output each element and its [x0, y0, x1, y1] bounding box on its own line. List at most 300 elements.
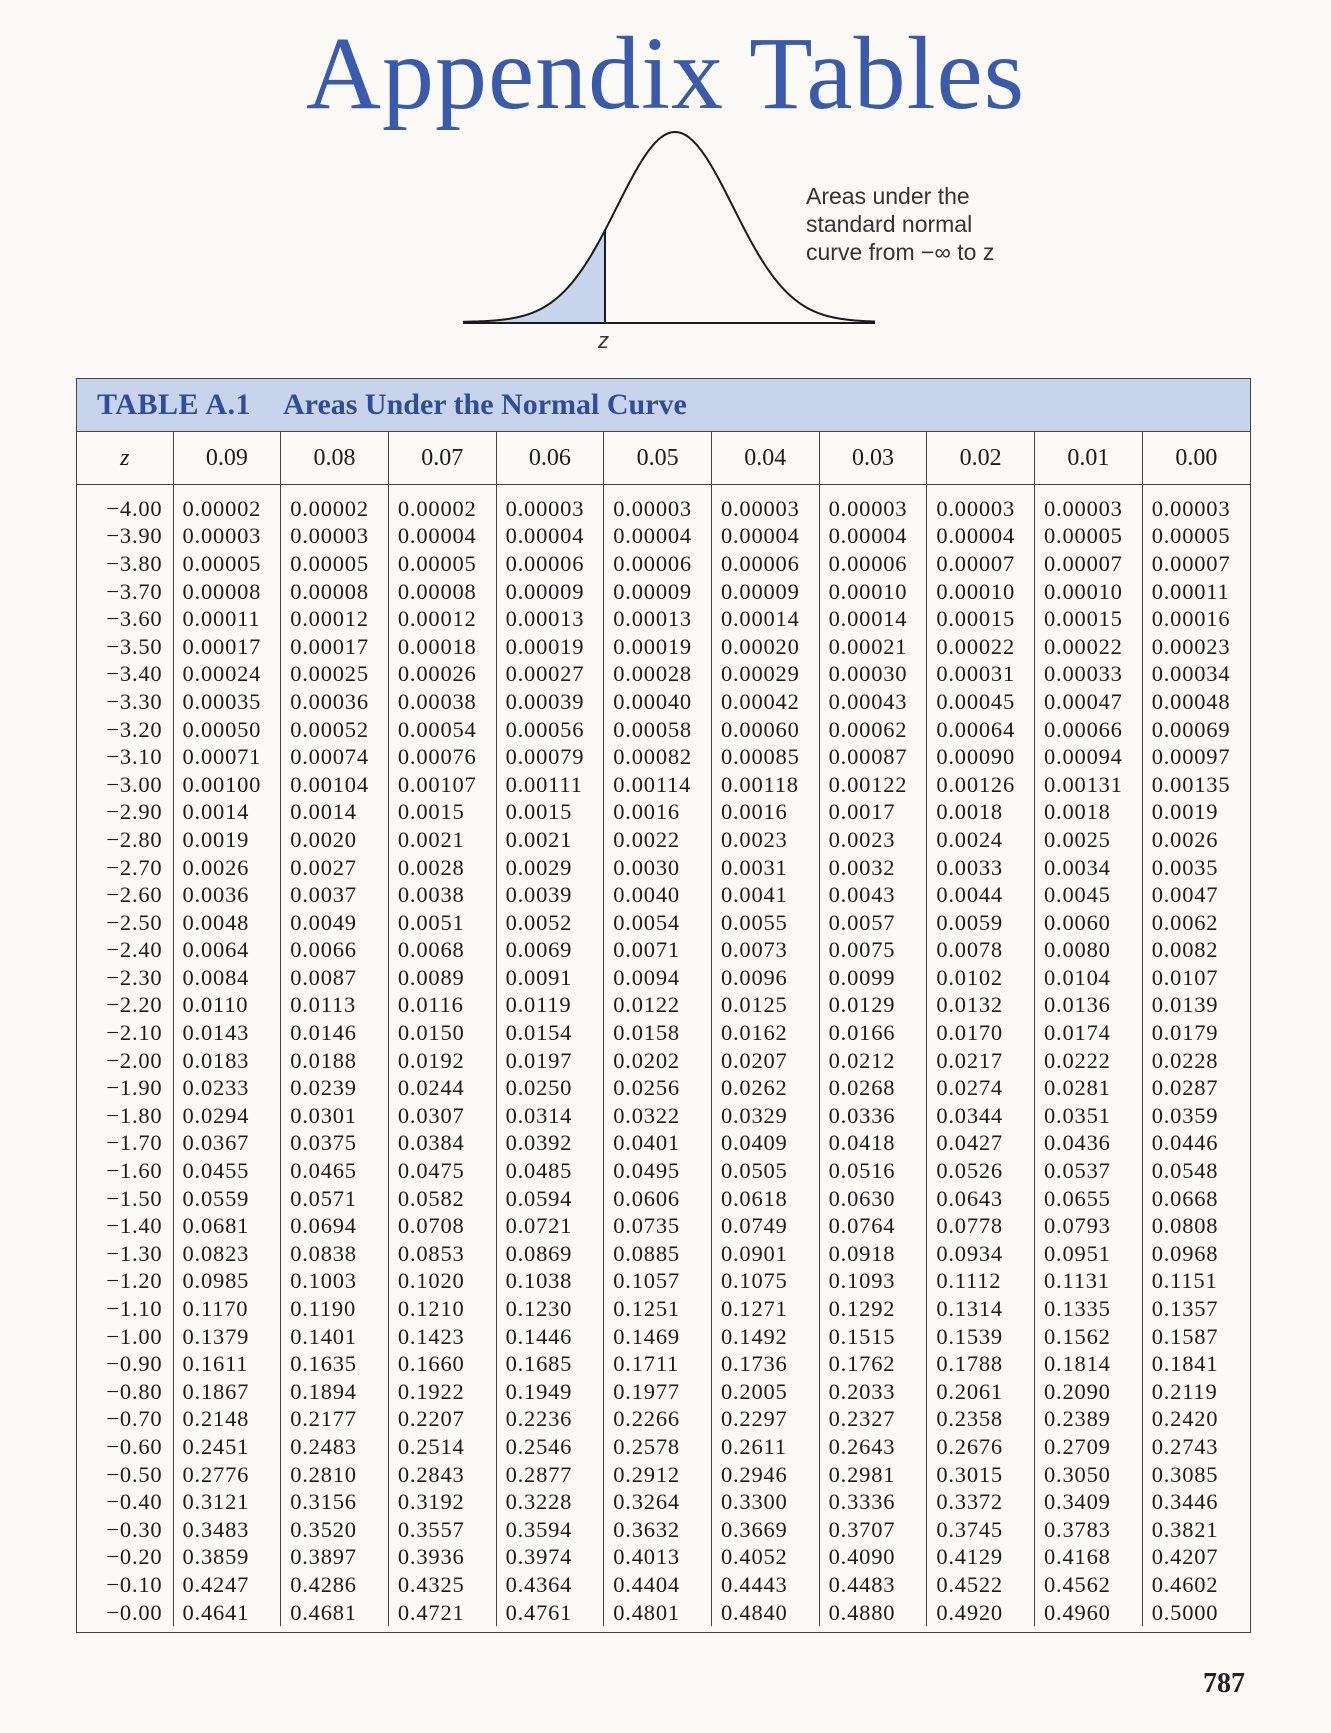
area-value-cell: 0.00027 [496, 661, 604, 689]
normal-table [76, 378, 1251, 1633]
area-value-cell: 0.1492 [711, 1323, 819, 1351]
area-value-cell: 0.0465 [281, 1157, 389, 1185]
area-value-cell: 0.00025 [281, 661, 389, 689]
area-value-cell: 0.0207 [711, 1047, 819, 1075]
area-value-cell: 0.0107 [1142, 964, 1250, 992]
area-value-cell: 0.00007 [1142, 550, 1250, 578]
z-value-cell: −1.10 [106, 1296, 163, 1322]
area-value-cell: 0.00004 [496, 523, 604, 551]
z-value-cell: −1.30 [106, 1240, 163, 1266]
area-value-cell: 0.0571 [281, 1185, 389, 1213]
area-value-cell: 0.2877 [496, 1461, 604, 1489]
area-value-cell: 0.0146 [281, 1019, 389, 1047]
z-value-cell: −3.00 [106, 771, 163, 797]
area-value-cell: 0.00030 [819, 661, 927, 689]
area-value-cell: 0.3520 [281, 1516, 389, 1544]
area-value-cell: 0.00002 [388, 485, 496, 523]
area-value-cell: 0.00010 [927, 578, 1035, 606]
area-value-cell: 0.0222 [1035, 1047, 1143, 1075]
area-value-cell: 0.0256 [604, 1074, 712, 1102]
area-value-cell: 0.0037 [281, 881, 389, 909]
area-value-cell: 0.0040 [604, 881, 712, 909]
column-header: 0.09 [173, 432, 281, 485]
area-value-cell: 0.0281 [1035, 1074, 1143, 1102]
area-value-cell: 0.0294 [173, 1102, 281, 1130]
area-value-cell: 0.00118 [711, 771, 819, 799]
area-value-cell: 0.4681 [281, 1599, 389, 1627]
area-value-cell: 0.0735 [604, 1212, 712, 1240]
area-value-cell: 0.00031 [927, 661, 1035, 689]
area-value-cell: 0.1230 [496, 1295, 604, 1323]
area-value-cell: 0.0154 [496, 1019, 604, 1047]
area-value-cell: 0.0526 [927, 1157, 1035, 1185]
area-value-cell: 0.00043 [819, 688, 927, 716]
area-value-cell: 0.00094 [1035, 743, 1143, 771]
area-value-cell: 0.0244 [388, 1074, 496, 1102]
area-value-cell: 0.00056 [496, 716, 604, 744]
area-value-cell: 0.00003 [1035, 485, 1143, 523]
area-value-cell: 0.4840 [711, 1599, 819, 1627]
table-title: Areas Under the Normal Curve [283, 388, 687, 421]
area-value-cell: 0.3936 [388, 1544, 496, 1572]
area-value-cell: 0.0039 [496, 881, 604, 909]
area-value-cell: 0.0015 [496, 799, 604, 827]
area-value-cell: 0.1314 [927, 1295, 1035, 1323]
area-value-cell: 0.00040 [604, 688, 712, 716]
area-value-cell: 0.0087 [281, 964, 389, 992]
area-value-cell: 0.0170 [927, 1019, 1035, 1047]
area-value-cell: 0.0054 [604, 909, 712, 937]
area-value-cell: 0.00003 [281, 523, 389, 551]
area-value-cell: 0.0505 [711, 1157, 819, 1185]
area-value-cell: 0.3015 [927, 1461, 1035, 1489]
area-value-cell: 0.2389 [1035, 1406, 1143, 1434]
area-value-cell: 0.2546 [496, 1433, 604, 1461]
area-value-cell: 0.00042 [711, 688, 819, 716]
area-value-cell: 0.0089 [388, 964, 496, 992]
area-value-cell: 0.0028 [388, 854, 496, 882]
area-value-cell: 0.0071 [604, 937, 712, 965]
table-row [77, 1461, 1250, 1489]
area-value-cell: 0.3300 [711, 1488, 819, 1516]
column-header-row [77, 432, 1250, 485]
area-value-cell: 0.1075 [711, 1268, 819, 1296]
area-value-cell: 0.0694 [281, 1212, 389, 1240]
z-value-cell: −2.80 [106, 826, 163, 852]
table-row [77, 1074, 1250, 1102]
area-value-cell: 0.2843 [388, 1461, 496, 1489]
area-value-cell: 0.00005 [388, 550, 496, 578]
table-row [77, 633, 1250, 661]
area-value-cell: 0.2327 [819, 1406, 927, 1434]
area-value-cell: 0.00131 [1035, 771, 1143, 799]
area-value-cell: 0.0078 [927, 937, 1035, 965]
area-value-cell: 0.3264 [604, 1488, 712, 1516]
table-label: TABLE A.1 [97, 388, 251, 421]
area-value-cell: 0.1539 [927, 1323, 1035, 1351]
z-value-cell: −0.00 [106, 1599, 163, 1625]
area-value-cell: 0.4404 [604, 1571, 712, 1599]
area-value-cell: 0.0096 [711, 964, 819, 992]
area-value-cell: 0.00026 [388, 661, 496, 689]
area-value-cell: 0.0016 [604, 799, 712, 827]
area-value-cell: 0.00005 [1035, 523, 1143, 551]
area-value-cell: 0.3409 [1035, 1488, 1143, 1516]
area-value-cell: 0.1660 [388, 1350, 496, 1378]
area-value-cell: 0.1057 [604, 1268, 712, 1296]
area-value-cell: 0.00009 [604, 578, 712, 606]
area-value-cell: 0.0344 [927, 1102, 1035, 1130]
area-value-cell: 0.00054 [388, 716, 496, 744]
column-header: 0.03 [819, 432, 927, 485]
area-value-cell: 0.00069 [1142, 716, 1250, 744]
area-value-cell: 0.0047 [1142, 881, 1250, 909]
area-value-cell: 0.1038 [496, 1268, 604, 1296]
area-value-cell: 0.2743 [1142, 1433, 1250, 1461]
area-value-cell: 0.4761 [496, 1599, 604, 1627]
table-row [77, 1295, 1250, 1323]
z-value-cell: −2.10 [106, 1020, 163, 1046]
area-value-cell: 0.2207 [388, 1406, 496, 1434]
area-value-cell: 0.0375 [281, 1130, 389, 1158]
area-value-cell: 0.00008 [173, 578, 281, 606]
table-row [77, 826, 1250, 854]
area-value-cell: 0.00018 [388, 633, 496, 661]
figure-caption [806, 182, 1056, 266]
area-value-cell: 0.4920 [927, 1599, 1035, 1627]
area-value-cell: 0.00004 [819, 523, 927, 551]
area-value-cell: 0.0594 [496, 1185, 604, 1213]
z-value-cell: −3.10 [106, 744, 163, 770]
area-value-cell: 0.1292 [819, 1295, 927, 1323]
column-header: 0.05 [604, 432, 712, 485]
area-value-cell: 0.0020 [281, 826, 389, 854]
area-value-cell: 0.00028 [604, 661, 712, 689]
table-row [77, 1019, 1250, 1047]
area-value-cell: 0.3859 [173, 1544, 281, 1572]
z-value-cell: −0.80 [106, 1378, 163, 1404]
area-value-cell: 0.3121 [173, 1488, 281, 1516]
area-value-cell: 0.1210 [388, 1295, 496, 1323]
area-value-cell: 0.00004 [388, 523, 496, 551]
z-value-cell: −2.90 [106, 799, 163, 825]
z-value-cell: −2.60 [106, 882, 163, 908]
area-value-cell: 0.0793 [1035, 1212, 1143, 1240]
table-row [77, 799, 1250, 827]
area-value-cell: 0.0099 [819, 964, 927, 992]
area-value-cell: 0.4602 [1142, 1571, 1250, 1599]
area-value-cell: 0.00034 [1142, 661, 1250, 689]
area-value-cell: 0.0125 [711, 992, 819, 1020]
area-value-cell: 0.00009 [496, 578, 604, 606]
area-value-cell: 0.00011 [173, 605, 281, 633]
table-row [77, 1378, 1250, 1406]
area-value-cell: 0.1131 [1035, 1268, 1143, 1296]
area-value-cell: 0.0217 [927, 1047, 1035, 1075]
area-value-cell: 0.0026 [173, 854, 281, 882]
area-value-cell: 0.0708 [388, 1212, 496, 1240]
column-header: 0.06 [496, 432, 604, 485]
area-value-cell: 0.0132 [927, 992, 1035, 1020]
area-value-cell: 0.0968 [1142, 1240, 1250, 1268]
area-value-cell: 0.0029 [496, 854, 604, 882]
area-value-cell: 0.0823 [173, 1240, 281, 1268]
z-value-cell: −0.50 [106, 1461, 163, 1487]
area-value-cell: 0.00045 [927, 688, 1035, 716]
column-header: 0.02 [927, 432, 1035, 485]
area-value-cell: 0.0274 [927, 1074, 1035, 1102]
area-value-cell: 0.3707 [819, 1516, 927, 1544]
table-row [77, 1185, 1250, 1213]
area-value-cell: 0.4801 [604, 1599, 712, 1627]
area-value-cell: 0.0228 [1142, 1047, 1250, 1075]
area-value-cell: 0.00100 [173, 771, 281, 799]
area-value-cell: 0.00002 [281, 485, 389, 523]
area-value-cell: 0.00036 [281, 688, 389, 716]
area-value-cell: 0.0351 [1035, 1102, 1143, 1130]
area-value-cell: 0.0197 [496, 1047, 604, 1075]
area-value-cell: 0.0202 [604, 1047, 712, 1075]
area-value-cell: 0.4960 [1035, 1599, 1143, 1627]
table-row [77, 881, 1250, 909]
area-value-cell: 0.00017 [281, 633, 389, 661]
area-value-cell: 0.1814 [1035, 1350, 1143, 1378]
area-value-cell: 0.0034 [1035, 854, 1143, 882]
z-value-cell: −0.60 [106, 1433, 163, 1459]
area-value-cell: 0.3669 [711, 1516, 819, 1544]
area-value-cell: 0.0885 [604, 1240, 712, 1268]
area-value-cell: 0.00047 [1035, 688, 1143, 716]
area-value-cell: 0.0179 [1142, 1019, 1250, 1047]
area-value-cell: 0.2236 [496, 1406, 604, 1434]
area-value-cell: 0.1736 [711, 1350, 819, 1378]
area-value-cell: 0.0052 [496, 909, 604, 937]
area-value-cell: 0.0045 [1035, 881, 1143, 909]
z-value-cell: −2.00 [106, 1047, 163, 1073]
area-value-cell: 0.00060 [711, 716, 819, 744]
area-value-cell: 0.0485 [496, 1157, 604, 1185]
z-value-cell: −3.80 [106, 550, 163, 576]
area-value-cell: 0.0027 [281, 854, 389, 882]
area-value-cell: 0.0287 [1142, 1074, 1250, 1102]
area-value-cell: 0.00004 [604, 523, 712, 551]
area-value-cell: 0.0091 [496, 964, 604, 992]
area-value-cell: 0.0049 [281, 909, 389, 937]
area-value-cell: 0.00058 [604, 716, 712, 744]
area-value-cell: 0.1423 [388, 1323, 496, 1351]
area-value-cell: 0.2148 [173, 1406, 281, 1434]
area-value-cell: 0.00007 [1035, 550, 1143, 578]
z-value-cell: −1.50 [106, 1185, 163, 1211]
area-value-cell: 0.00038 [388, 688, 496, 716]
area-value-cell: 0.3483 [173, 1516, 281, 1544]
area-value-cell: 0.0307 [388, 1102, 496, 1130]
z-value-cell: −3.50 [106, 633, 163, 659]
area-value-cell: 0.0014 [281, 799, 389, 827]
area-value-cell: 0.00003 [604, 485, 712, 523]
z-value-cell: −3.70 [106, 578, 163, 604]
area-value-cell: 0.00012 [388, 605, 496, 633]
area-value-cell: 0.0113 [281, 992, 389, 1020]
area-value-cell: 0.0262 [711, 1074, 819, 1102]
area-value-cell: 0.0129 [819, 992, 927, 1020]
area-value-cell: 0.00033 [1035, 661, 1143, 689]
area-value-cell: 0.1190 [281, 1295, 389, 1323]
area-value-cell: 0.3446 [1142, 1488, 1250, 1516]
area-value-cell: 0.0668 [1142, 1185, 1250, 1213]
area-value-cell: 0.0367 [173, 1130, 281, 1158]
table-row [77, 1212, 1250, 1240]
area-value-cell: 0.4483 [819, 1571, 927, 1599]
area-value-cell: 0.00122 [819, 771, 927, 799]
area-value-cell: 0.00017 [173, 633, 281, 661]
area-value-cell: 0.0418 [819, 1130, 927, 1158]
area-value-cell: 0.00076 [388, 743, 496, 771]
area-value-cell: 0.3897 [281, 1544, 389, 1572]
table-row [77, 1544, 1250, 1572]
area-value-cell: 0.00003 [819, 485, 927, 523]
area-value-cell: 0.4052 [711, 1544, 819, 1572]
table-row [77, 1130, 1250, 1158]
table-row [77, 485, 1250, 523]
table-row [77, 1240, 1250, 1268]
table-row [77, 1350, 1250, 1378]
area-value-cell: 0.1562 [1035, 1323, 1143, 1351]
area-value-cell: 0.00005 [173, 550, 281, 578]
area-value-cell: 0.0436 [1035, 1130, 1143, 1158]
area-value-cell: 0.0025 [1035, 826, 1143, 854]
area-value-cell: 0.0322 [604, 1102, 712, 1130]
area-value-cell: 0.4247 [173, 1571, 281, 1599]
area-value-cell: 0.00005 [1142, 523, 1250, 551]
page-title: Appendix Tables [305, 16, 1026, 131]
area-value-cell: 0.0749 [711, 1212, 819, 1240]
area-value-cell: 0.00003 [173, 523, 281, 551]
area-value-cell: 0.0064 [173, 937, 281, 965]
area-value-cell: 0.2611 [711, 1433, 819, 1461]
area-value-cell: 0.0582 [388, 1185, 496, 1213]
area-value-cell: 0.4721 [388, 1599, 496, 1627]
area-value-cell: 0.00024 [173, 661, 281, 689]
area-value-cell: 0.00019 [496, 633, 604, 661]
area-value-cell: 0.00066 [1035, 716, 1143, 744]
area-value-cell: 0.0026 [1142, 826, 1250, 854]
area-value-cell: 0.0853 [388, 1240, 496, 1268]
area-value-cell: 0.00006 [496, 550, 604, 578]
area-value-cell: 0.00050 [173, 716, 281, 744]
area-value-cell: 0.0183 [173, 1047, 281, 1075]
table-row [77, 661, 1250, 689]
area-value-cell: 0.2676 [927, 1433, 1035, 1461]
area-value-cell: 0.2643 [819, 1433, 927, 1461]
area-value-cell: 0.0069 [496, 937, 604, 965]
area-value-cell: 0.0901 [711, 1240, 819, 1268]
area-value-cell: 0.0838 [281, 1240, 389, 1268]
area-value-cell: 0.1635 [281, 1350, 389, 1378]
area-value-cell: 0.0021 [388, 826, 496, 854]
area-value-cell: 0.0024 [927, 826, 1035, 854]
z-value-cell: −0.90 [106, 1351, 163, 1377]
z-value-cell: −2.50 [106, 909, 163, 935]
area-value-cell: 0.00009 [711, 578, 819, 606]
area-value-cell: 0.00014 [711, 605, 819, 633]
z-value-cell: −4.00 [106, 495, 163, 521]
area-value-cell: 0.0655 [1035, 1185, 1143, 1213]
area-value-cell: 0.2119 [1142, 1378, 1250, 1406]
area-value-cell: 0.00071 [173, 743, 281, 771]
area-value-cell: 0.0055 [711, 909, 819, 937]
area-value-cell: 0.00022 [927, 633, 1035, 661]
caption-line: Areas under the [806, 183, 970, 209]
area-value-cell: 0.1867 [173, 1378, 281, 1406]
area-value-cell: 0.4880 [819, 1599, 927, 1627]
area-value-cell: 0.0122 [604, 992, 712, 1020]
area-value-cell: 0.0212 [819, 1047, 927, 1075]
area-value-cell: 0.0606 [604, 1185, 712, 1213]
area-value-cell: 0.0019 [173, 826, 281, 854]
area-value-cell: 0.0038 [388, 881, 496, 909]
area-value-cell: 0.00003 [711, 485, 819, 523]
area-value-cell: 0.0094 [604, 964, 712, 992]
area-value-cell: 0.1401 [281, 1323, 389, 1351]
area-value-cell: 0.00003 [496, 485, 604, 523]
area-value-cell: 0.0073 [711, 937, 819, 965]
area-value-cell: 0.1788 [927, 1350, 1035, 1378]
z-value-cell: −1.20 [106, 1268, 163, 1294]
area-value-cell: 0.3050 [1035, 1461, 1143, 1489]
column-header-z: z [77, 432, 173, 485]
table-row [77, 1488, 1250, 1516]
area-value-cell: 0.0014 [173, 799, 281, 827]
area-value-cell: 0.1841 [1142, 1350, 1250, 1378]
column-header: 0.04 [711, 432, 819, 485]
area-value-cell: 0.0102 [927, 964, 1035, 992]
area-value-cell: 0.00006 [711, 550, 819, 578]
area-value-cell: 0.1151 [1142, 1268, 1250, 1296]
area-value-cell: 0.4562 [1035, 1571, 1143, 1599]
area-value-cell: 0.00048 [1142, 688, 1250, 716]
area-value-cell: 0.1922 [388, 1378, 496, 1406]
area-value-cell: 0.0188 [281, 1047, 389, 1075]
area-value-cell: 0.0239 [281, 1074, 389, 1102]
area-value-cell: 0.2514 [388, 1433, 496, 1461]
area-value-cell: 0.00011 [1142, 578, 1250, 606]
area-value-cell: 0.0764 [819, 1212, 927, 1240]
area-value-cell: 0.0022 [604, 826, 712, 854]
area-value-cell: 0.0495 [604, 1157, 712, 1185]
area-value-cell: 0.2420 [1142, 1406, 1250, 1434]
area-value-cell: 0.0119 [496, 992, 604, 1020]
area-value-cell: 0.3594 [496, 1516, 604, 1544]
area-value-cell: 0.1335 [1035, 1295, 1143, 1323]
area-value-cell: 0.0985 [173, 1268, 281, 1296]
area-value-cell: 0.0033 [927, 854, 1035, 882]
table-row [77, 1599, 1250, 1627]
z-table [77, 432, 1250, 1626]
area-value-cell: 0.1894 [281, 1378, 389, 1406]
area-value-cell: 0.00010 [1035, 578, 1143, 606]
area-value-cell: 0.1446 [496, 1323, 604, 1351]
area-value-cell: 0.2033 [819, 1378, 927, 1406]
table-row [77, 1157, 1250, 1185]
area-value-cell: 0.4364 [496, 1571, 604, 1599]
area-value-cell: 0.0044 [927, 881, 1035, 909]
area-value-cell: 0.1611 [173, 1350, 281, 1378]
table-row [77, 605, 1250, 633]
z-value-cell: −2.40 [106, 937, 163, 963]
area-value-cell: 0.0455 [173, 1157, 281, 1185]
table-row [77, 964, 1250, 992]
